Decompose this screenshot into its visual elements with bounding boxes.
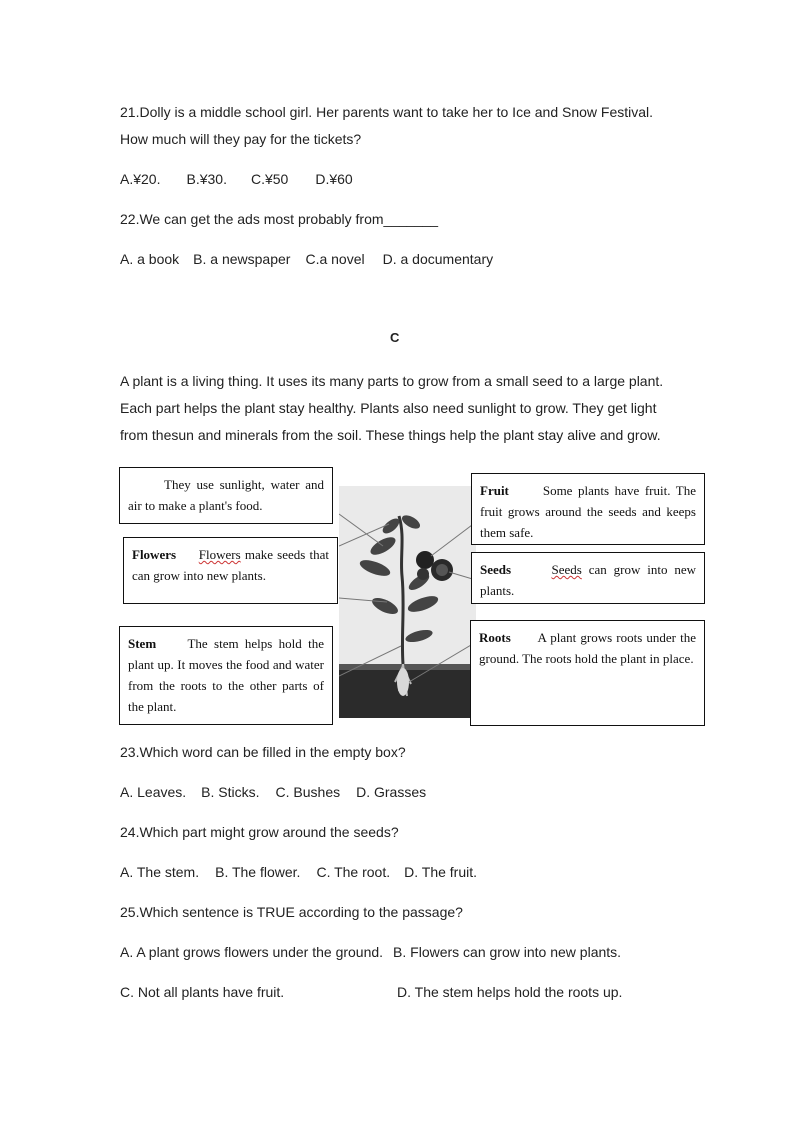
flowers-text: make seeds that can grow into new plants.	[132, 547, 329, 583]
roots-text: A plant grows roots under the ground. The roots hold the plant in place.	[479, 630, 697, 666]
q24-option-d: D. The fruit.	[404, 864, 478, 880]
stem-box	[119, 626, 333, 725]
q21-option-b: B.¥30.	[186, 171, 227, 187]
roots-box	[470, 620, 705, 726]
q24-option-b: B. The flower.	[215, 864, 301, 880]
stem-label: Stem	[128, 636, 157, 651]
q23-option-d: D. Grasses	[356, 784, 427, 800]
plant-illustration	[339, 486, 476, 718]
q25-option-a: A. A plant grows flowers under the ground.	[120, 944, 384, 960]
q21-option-d: D.¥60	[315, 171, 353, 187]
q23-option-c: C. Bushes	[275, 784, 341, 800]
roots-label: Roots	[479, 630, 511, 645]
q23-options	[120, 782, 426, 802]
passage-line2: Each part helps the plant stay healthy. Plants also need sunlight to grow. They get light	[120, 400, 657, 416]
fruit-box	[471, 473, 705, 545]
passage-line3: from thesun and minerals from the soil. These things help the plant stay alive and grow.	[120, 427, 661, 443]
q22-options	[120, 249, 493, 269]
q25-text: 25.Which sentence is TRUE according to the passage?	[120, 904, 463, 920]
q22-option-a: A. a book	[120, 251, 180, 267]
q21-text-line1: 21.Dolly is a middle school girl. Her parents want to take her to Ice and Snow Festival.	[120, 104, 654, 120]
flowers-word: Flowers	[198, 547, 241, 562]
q21-option-a: A.¥20.	[120, 171, 161, 187]
q24-text: 24.Which part might grow around the seeds?	[120, 824, 399, 840]
q25-option-d: D. The stem helps hold the roots up.	[397, 984, 623, 1000]
q23-option-a: A. Leaves.	[120, 784, 187, 800]
q24-option-c: C. The root.	[316, 864, 391, 880]
q25-option-b: B. Flowers can grow into new plants.	[393, 944, 622, 960]
q25-options-row1	[120, 942, 621, 962]
passage-line1: A plant is a living thing. It uses its many parts to grow from a small seed to a large plant.	[120, 373, 664, 389]
q21-text-line2: How much will they pay for the tickets?	[120, 131, 362, 147]
stem-text: The stem helps hold the plant up. It moves the food and water from the roots to the other parts of the plant.	[128, 636, 324, 714]
passage	[120, 368, 680, 449]
seeds-text: can grow into new plants.	[480, 562, 697, 598]
q22-option-d: D. a documentary	[382, 251, 494, 267]
fruit-text: Some plants have fruit. The fruit grows around the seeds and keeps them safe.	[480, 483, 697, 540]
q22-option-c: C.a novel	[305, 251, 365, 267]
q25-option-c: C. Not all plants have fruit.	[120, 984, 285, 1000]
seeds-word: Seeds	[551, 562, 582, 577]
q24-options	[120, 862, 477, 882]
fruit-label: Fruit	[480, 483, 509, 498]
section-heading: C	[390, 330, 400, 345]
q24-option-a: A. The stem.	[120, 864, 200, 880]
q22-option-b: B. a newspaper	[193, 251, 291, 267]
empty-leaves-box	[119, 467, 333, 524]
seeds-label: Seeds	[480, 562, 512, 577]
flowers-label: Flowers	[132, 547, 177, 562]
q21-options	[120, 169, 353, 189]
q23-text: 23.Which word can be filled in the empty box?	[120, 744, 406, 760]
flowers-box	[123, 537, 338, 604]
q23-option-b: B. Sticks.	[201, 784, 260, 800]
seeds-box	[471, 552, 705, 604]
q21-option-c: C.¥50	[250, 171, 289, 187]
q22-text: 22.We can get the ads most probably from_______	[120, 211, 439, 227]
empty-box-text: They use sunlight, water and air to make a plant's food.	[128, 477, 324, 513]
